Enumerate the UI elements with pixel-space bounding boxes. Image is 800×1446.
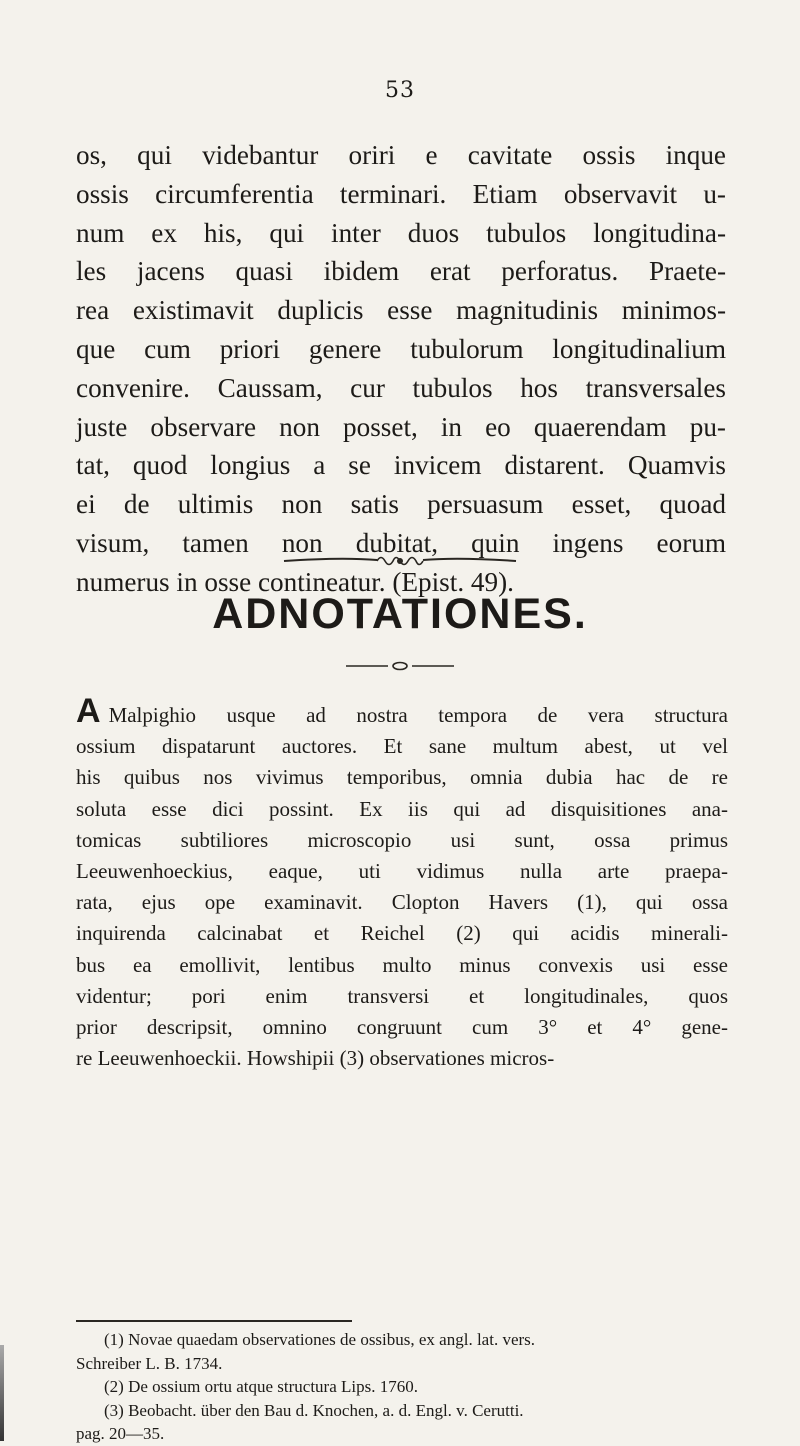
small-divider bbox=[344, 661, 456, 671]
text-line: num ex his, qui inter duos tubulos longitudina- bbox=[76, 217, 726, 248]
text-line: juste observare non posset, in eo quaerendam pu- bbox=[76, 411, 726, 442]
text-line: re Leeuwenhoeckii. Howshipii (3) observationes micros- bbox=[76, 1046, 555, 1071]
text-line: numerus in osse contineatur. (Epist. 49). bbox=[76, 566, 514, 597]
text-line: ossis circumferentia terminari. Etiam observavit u- bbox=[76, 178, 726, 209]
footnote-rule bbox=[76, 1320, 352, 1322]
text-line: ossium dispatarunt auctores. Et sane multum abest, ut vel bbox=[76, 734, 728, 759]
drop-cap: A bbox=[76, 692, 101, 730]
footnote: (2) De ossium ortu atque structura Lips. 1760. bbox=[104, 1377, 418, 1396]
text-line: que cum priori genere tubulorum longitudinalium bbox=[76, 333, 726, 364]
footnote: (1) Novae quaedam observationes de ossibus, ex angl. lat. vers. bbox=[104, 1330, 536, 1349]
footnote-continuation: pag. 20—35. bbox=[76, 1424, 165, 1443]
text-line: prior descripsit, omnino congruunt cum 3° et 4° gene- bbox=[76, 1015, 728, 1040]
footnote: (3) Beobacht. über den Bau d. Knochen, a. d. Engl. v. Cerutti. bbox=[104, 1400, 524, 1420]
text-line: his quibus nos vivimus temporibus, omnia dubia hac de re bbox=[76, 765, 728, 790]
text-line: videntur; pori enim transversi et longitudinales, quos bbox=[76, 983, 728, 1008]
footnotes bbox=[76, 1328, 728, 1446]
text-line: os, qui videbantur oriri e cavitate ossis inque bbox=[76, 140, 726, 170]
ornament-divider bbox=[282, 551, 518, 571]
text-line: ei de ultimis non satis persuasum esset, quoad bbox=[76, 489, 726, 520]
text-line: les jacens quasi ibidem erat perforatus. Praete- bbox=[76, 256, 726, 287]
text-line: rata, ejus ope examinavit. Clopton Havers (1), qui ossa bbox=[76, 890, 728, 915]
text-line: inquirenda calcinabat et Reichel (2) qui acidis minerali- bbox=[76, 921, 728, 946]
text-line: rea existimavit duplicis esse magnitudinis minimos- bbox=[76, 295, 726, 326]
text-line: bus ea emollivit, lentibus multo minus convexis usi esse bbox=[76, 952, 728, 977]
text-line: Leeuwenhoeckius, eaque, uti vidimus nulla arte praepa- bbox=[76, 859, 728, 884]
footnote-continuation: Schreiber L. B. 1734. bbox=[76, 1353, 223, 1373]
text-line: convenire. Caussam, cur tubulos hos transversales bbox=[76, 372, 726, 403]
main-text-paragraph bbox=[76, 136, 726, 602]
annotations-paragraph bbox=[76, 692, 728, 1074]
text-line: visum, tamen non dubitat, quin ingens eorum bbox=[76, 527, 726, 558]
text-line-content: Malpighio usque ad nostra tempora de vera structura bbox=[108, 703, 728, 727]
section-heading: ADNOTATIONES. bbox=[212, 590, 588, 638]
page-number: 53 bbox=[385, 78, 415, 103]
text-line: tomicas subtiliores microscopio usi sunt, ossa primus bbox=[76, 827, 728, 852]
text-line: tat, quod longius a se invicem distarent. Quamvis bbox=[76, 450, 726, 481]
text-line: soluta esse dici possint. Ex iis qui ad disquisitiones ana- bbox=[76, 796, 728, 821]
page-edge-shadow bbox=[0, 1345, 4, 1441]
text-line bbox=[76, 692, 728, 731]
